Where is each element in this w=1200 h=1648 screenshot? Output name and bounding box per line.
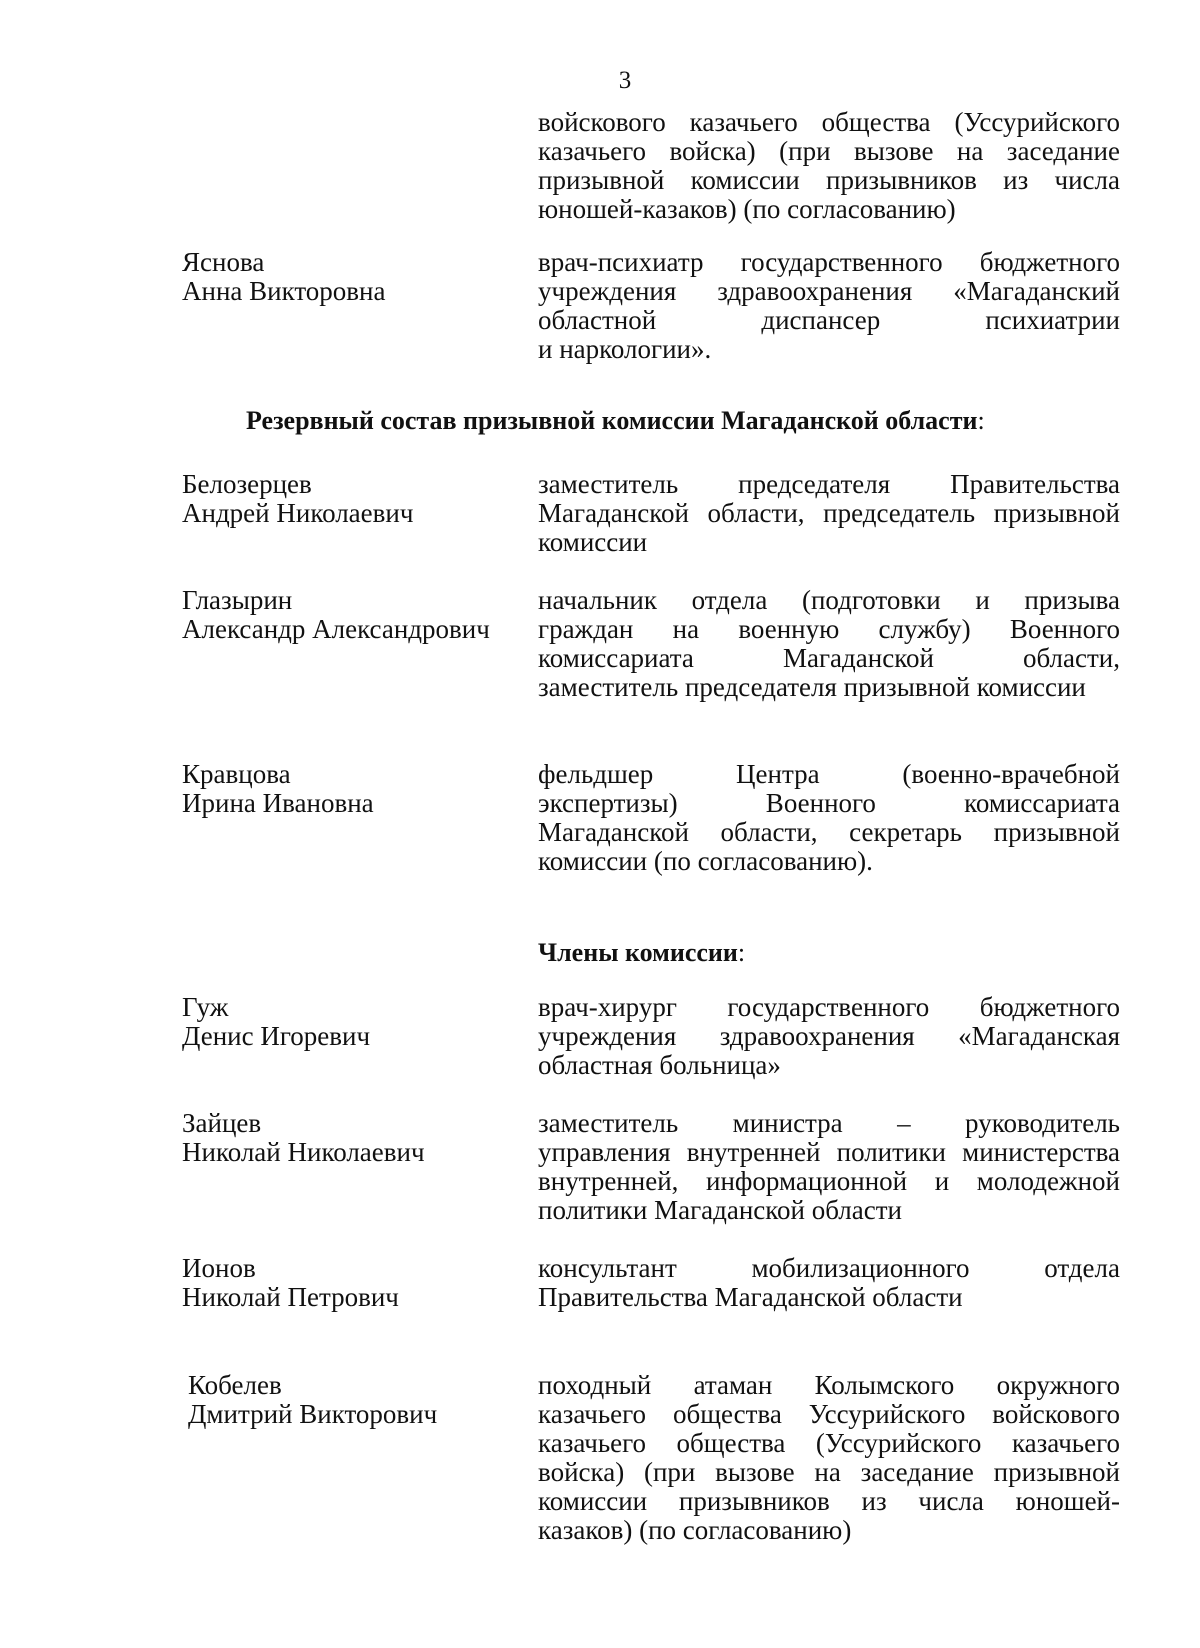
description-line: войскового казачьего общества (Уссурийского [538, 107, 1120, 137]
member-given-name: Денис Игоревич [182, 1021, 371, 1051]
description-line: призывной комиссии призывников из числа [538, 165, 1120, 195]
member-name-guzh [182, 993, 522, 1051]
member-name-yasnova [182, 248, 522, 306]
continuation-description [538, 108, 1120, 224]
description-line: комиссариата Магаданской области, [538, 643, 1120, 673]
member-description-yasnova [538, 248, 1120, 364]
reserve-section-heading [246, 406, 985, 435]
description-line: и наркологии». [538, 334, 712, 364]
page-number: 3 [618, 67, 632, 94]
description-line: врач-хирург государственного бюджетного [538, 992, 1120, 1022]
description-line: заместитель председателя призывной комиссии [538, 672, 1086, 702]
description-line: казачьего общества (Уссурийского казачьего [538, 1428, 1120, 1458]
member-description-ionov [538, 1254, 1120, 1312]
description-line: управления внутренней политики министерства [538, 1137, 1120, 1167]
description-line: политики Магаданской области [538, 1195, 902, 1225]
member-given-name: Дмитрий Викторович [188, 1399, 438, 1429]
description-line: войска) (при вызове на заседание призывной [538, 1457, 1120, 1487]
heading-colon: : [977, 406, 985, 435]
description-line: заместитель министра – руководитель [538, 1108, 1120, 1138]
member-surname: Гуж [182, 992, 229, 1022]
description-line: врач-психиатр государственного бюджетного [538, 247, 1120, 277]
member-name-ionov [182, 1254, 522, 1312]
description-line: заместитель председателя Правительства [538, 469, 1120, 499]
description-line: казаков) (по согласованию) [538, 1515, 852, 1545]
description-line: Магаданской области, председатель призывной [538, 498, 1120, 528]
reserve-description-kravtsova [538, 760, 1120, 876]
member-surname: Белозерцев [182, 469, 312, 499]
member-description-kobelev [538, 1371, 1120, 1545]
member-name-kobelev [188, 1371, 528, 1429]
member-given-name: Николай Николаевич [182, 1137, 425, 1167]
description-line: фельдшер Центра (военно-врачебной [538, 759, 1120, 789]
reserve-name-belozertsev [182, 470, 522, 528]
member-given-name: Николай Петрович [182, 1282, 399, 1312]
member-surname: Кобелев [188, 1370, 282, 1400]
description-line: комиссии призывников из числа юношей- [538, 1486, 1120, 1516]
heading-colon: : [737, 938, 746, 967]
description-line: экспертизы) Военного комиссариата [538, 788, 1120, 818]
members-section-heading [538, 938, 745, 967]
reserve-description-belozertsev [538, 470, 1120, 557]
description-line: Магаданской области, секретарь призывной [538, 817, 1120, 847]
description-line: консультант мобилизационного отдела [538, 1253, 1120, 1283]
heading-text: Резервный состав призывной комиссии Магаданской области [246, 406, 978, 435]
description-line: начальник отдела (подготовки и призыва [538, 585, 1120, 615]
reserve-description-glazyrin [538, 586, 1120, 702]
member-given-name: Ирина Ивановна [182, 788, 374, 818]
description-line: учреждения здравоохранения «Магаданский [538, 276, 1120, 306]
member-surname: Глазырин [182, 585, 293, 615]
description-line: комиссии [538, 527, 648, 557]
member-surname: Яснова [182, 247, 265, 277]
description-line: областной диспансер психиатрии [538, 305, 1120, 335]
member-surname: Зайцев [182, 1108, 262, 1138]
member-surname: Кравцова [182, 759, 291, 789]
member-description-guzh [538, 993, 1120, 1080]
reserve-name-kravtsova [182, 760, 522, 818]
description-line: казачьего войска) (при вызове на заседание [538, 136, 1120, 166]
reserve-name-glazyrin [182, 586, 522, 644]
description-line: областная больница» [538, 1050, 781, 1080]
heading-text: Члены комиссии [538, 938, 738, 967]
member-name-zaitsev [182, 1109, 522, 1167]
description-line: казачьего общества Уссурийского войскового [538, 1399, 1120, 1429]
description-line: внутренней, информационной и молодежной [538, 1166, 1120, 1196]
member-given-name: Анна Викторовна [182, 276, 386, 306]
description-line: юношей-казаков) (по согласованию) [538, 194, 956, 224]
description-line: граждан на военную службу) Военного [538, 614, 1120, 644]
member-given-name: Андрей Николаевич [182, 498, 414, 528]
description-line: походный атаман Колымского окружного [538, 1370, 1120, 1400]
member-given-name: Александр Александрович [182, 614, 490, 644]
member-surname: Ионов [182, 1253, 256, 1283]
member-description-zaitsev [538, 1109, 1120, 1225]
description-line: учреждения здравоохранения «Магаданская [538, 1021, 1120, 1051]
description-line: комиссии (по согласованию). [538, 846, 873, 876]
description-line: Правительства Магаданской области [538, 1282, 963, 1312]
